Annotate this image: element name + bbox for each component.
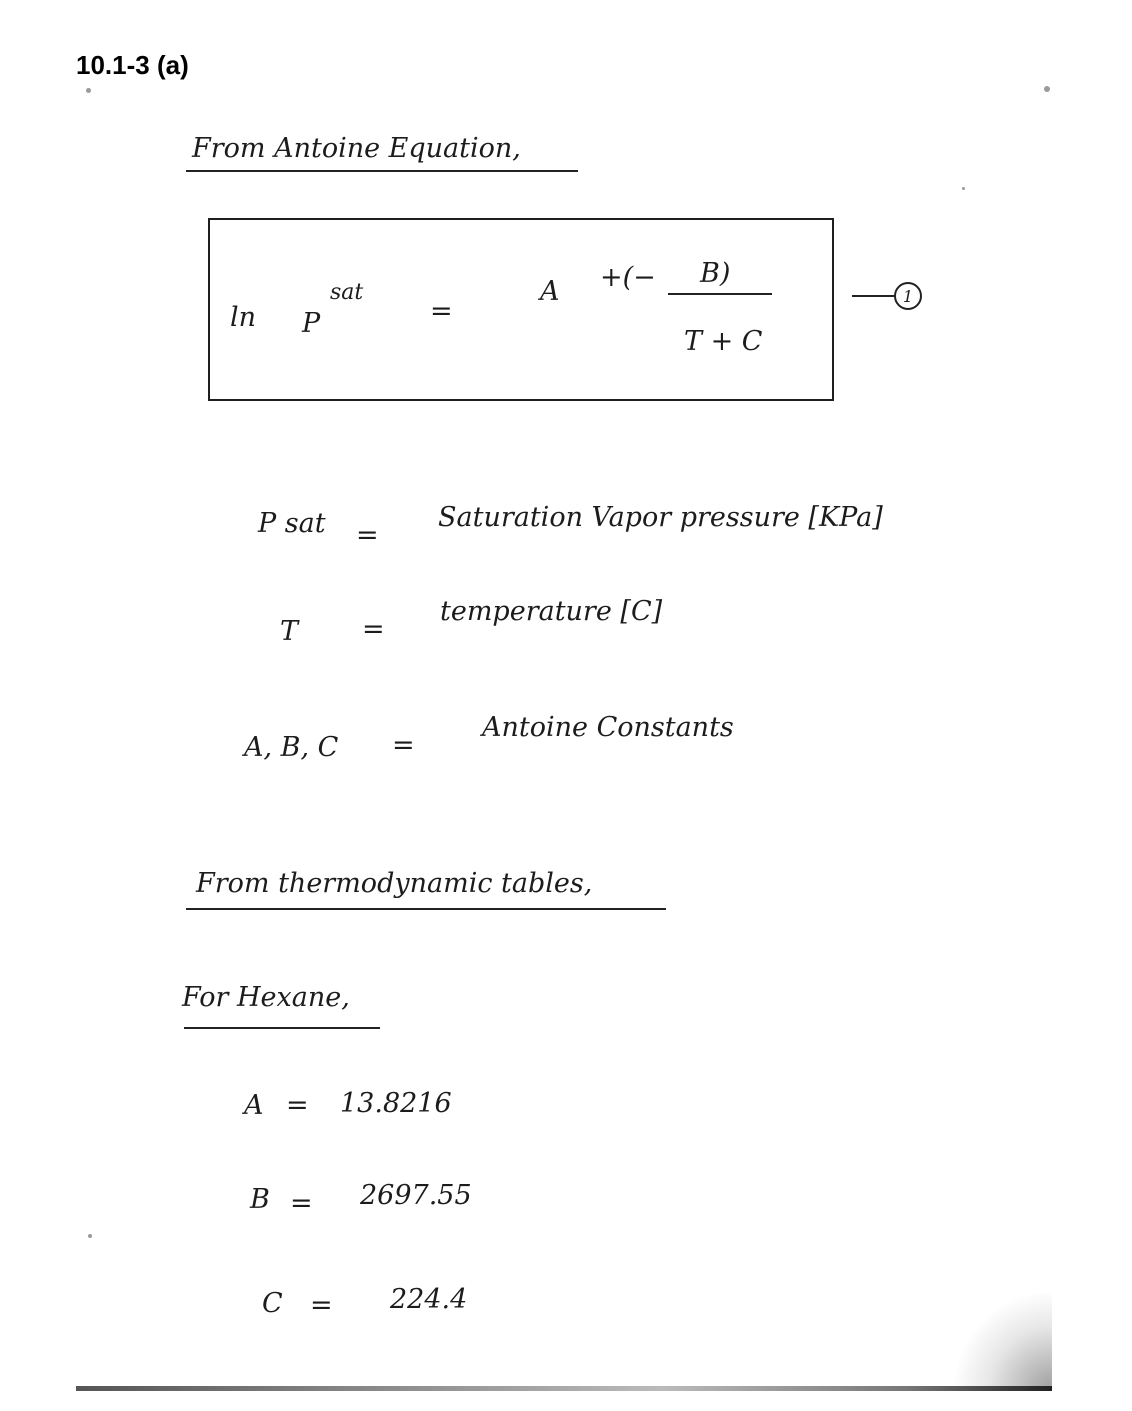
def-abc-meaning: Antoine Constants [482,712,734,743]
def-t-eq: = [362,614,385,645]
def-abc-symbol: A, B, C [244,732,339,763]
const-c-eq: = [310,1290,333,1321]
fraction-line [668,293,772,295]
scan-speck [86,88,91,93]
antoine-heading-underline [186,170,578,172]
equation-numerator: B) [700,258,731,289]
equation-plus: +(− [600,262,656,293]
scan-bottom-edge [76,1386,1052,1391]
def-t-symbol: T [280,616,299,647]
problem-id: 10.1-3 (a) [76,50,189,80]
const-b-eq: = [290,1188,313,1219]
equation-A: A [540,276,560,307]
antoine-heading: From Antoine Equation, [192,133,521,164]
const-a-name: A [244,1090,264,1121]
equation-ln: ln [230,302,257,333]
const-b-name: B [250,1184,270,1215]
def-t-meaning: temperature [C] [440,596,663,627]
equation-tag [852,282,922,310]
def-psat-eq: = [356,520,379,551]
scan-speck [1044,86,1050,92]
tables-heading: From thermodynamic tables, [196,868,593,899]
equation-sat-superscript: sat [330,280,364,305]
hexane-heading: For Hexane, [182,982,350,1013]
const-a-eq: = [286,1090,309,1121]
const-c-value: 224.4 [390,1284,468,1315]
const-b-value: 2697.55 [360,1180,472,1211]
scan-speck [88,1234,92,1238]
def-psat-meaning: Saturation Vapor pressure [KPa] [438,502,883,533]
equation-equals: = [430,296,453,327]
def-psat-symbol: P sat [258,508,326,539]
tables-heading-underline [186,908,666,910]
equation-denominator: T + C [684,326,763,357]
scan-speck [962,187,965,190]
equation-p: P [302,308,321,339]
def-abc-eq: = [392,730,415,761]
const-c-name: C [262,1288,283,1319]
equation-tag-dash [852,295,896,297]
equation-tag-number: 1 [894,282,922,310]
const-a-value: 13.8216 [340,1088,452,1119]
hexane-heading-underline [184,1027,380,1029]
scan-corner-shadow [952,1290,1052,1390]
